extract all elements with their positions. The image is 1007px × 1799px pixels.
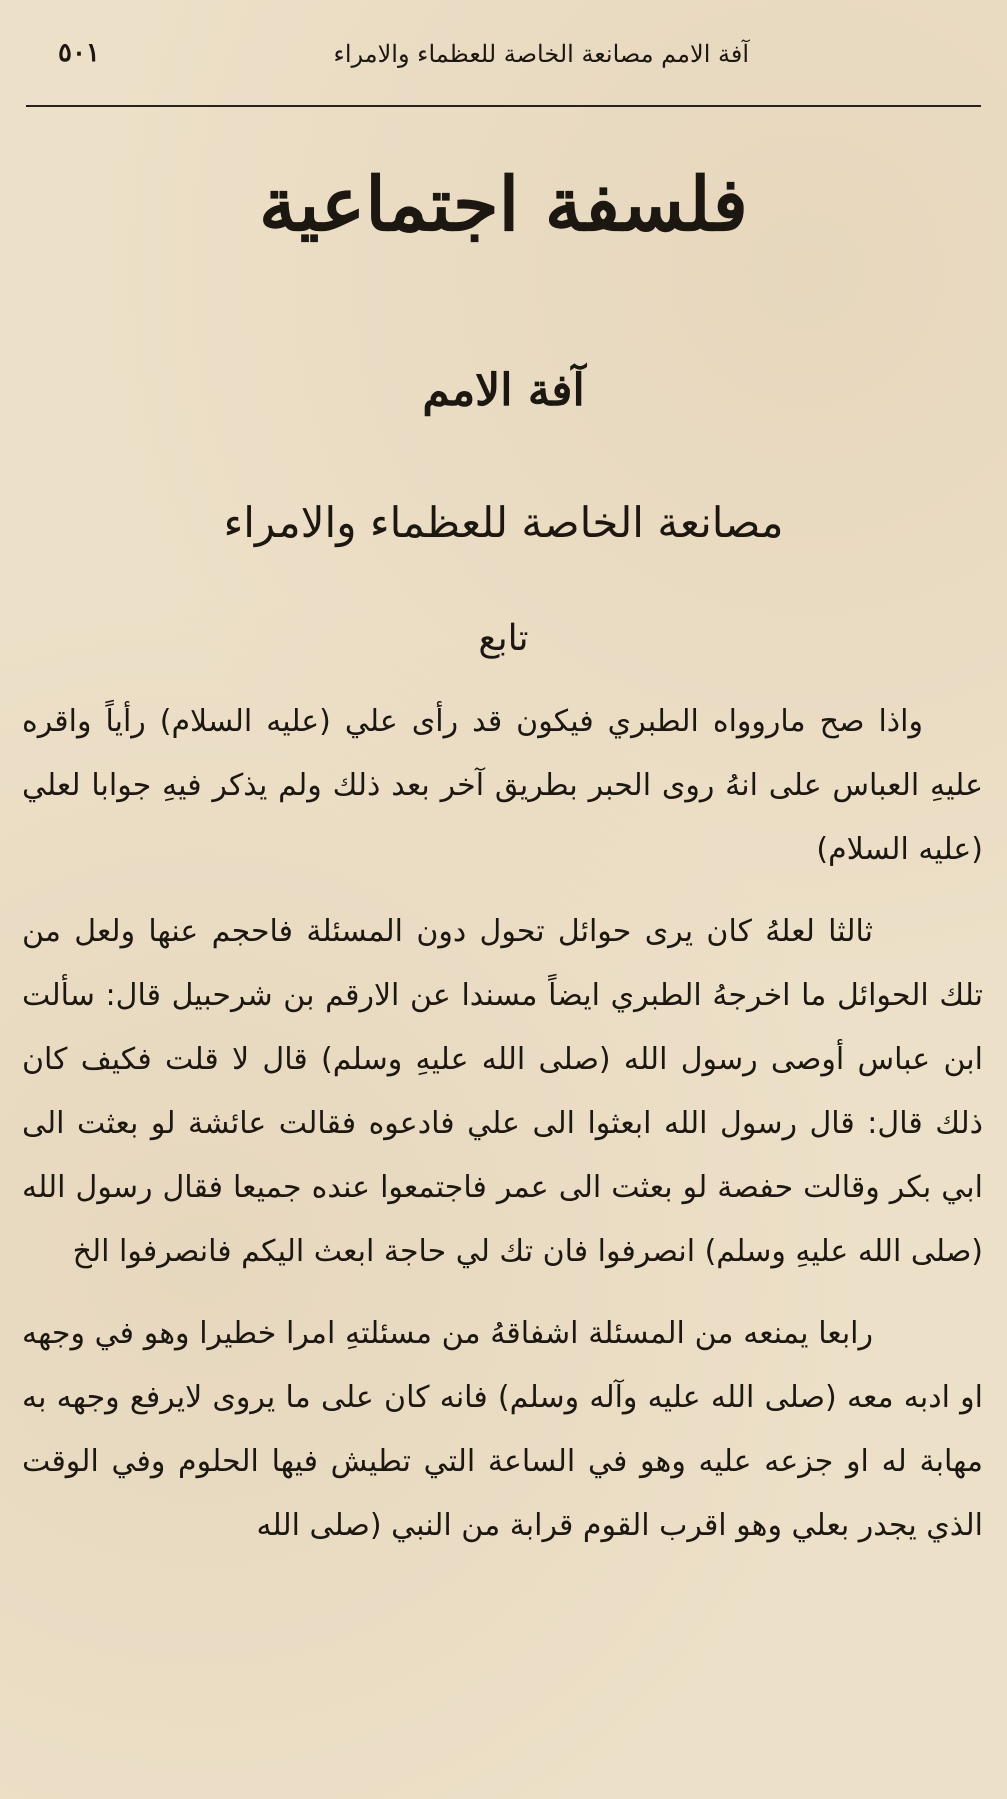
running-title: آفة الامم مصانعة الخاصة للعظماء والامراء xyxy=(333,40,749,68)
continued-label: تابع xyxy=(478,618,529,659)
article-subheading: مصانعة الخاصة للعظماء والامراء xyxy=(223,498,784,547)
paragraph-2: ثالثا لعلهُ كان يرى حوائل تحول دون المسئلة فاحجم عنها ولعل من تلك الحوائل ما اخرجهُ الطبري ايضاً مسندا عن الارقم بن شرحبيل قال: سألت ابن عباس أوصى رسول الله (صلى الله عليهِ وسلم) قال لا قلت فكيف كان ذلك قال: قال رسول الله ابعثوا الى علي فادعوه فقالت عائشة لو بعثت الى ابي بكر وقالت حفصة لو بعثت الى عمر فاجتمعوا عنده جميعا فقال رسول الله (صلى الله عليهِ وسلم) انصرفوا فان تك لي حاجة ابعث اليكم فانصرفوا الخ xyxy=(22,914,983,1269)
header-rule xyxy=(26,105,981,107)
page-number: ٥٠١ xyxy=(58,38,100,68)
article-title: آفة الامم xyxy=(422,365,585,416)
section-title: فلسفة اجتماعية xyxy=(259,162,748,248)
paragraph-3: رابعا يمنعه من المسئلة اشفاقهُ من مسئلتهِ امرا خطيرا وهو في وجهه او ادبه معه (صلى الله عليه وآله وسلم) فانه كان على ما يروى لايرفع وجهه به مهابة له او جزعه عليه وهو في الساعة التي تطيش فيها الحلوم وفي الوقت الذي يجدر بعلي وهو اقرب القوم قرابة من النبي (صلى الله xyxy=(22,1316,983,1543)
article-body xyxy=(22,690,983,1576)
paragraph-1: واذا صح ماروواه الطبري فيكون قد رأى علي (عليه السلام) رأياً واقره عليهِ العباس على انهُ روى الحبر بطريق آخر بعد ذلك ولم يذكر فيهِ جوابا لعلي (عليه السلام) xyxy=(22,704,983,867)
running-header xyxy=(48,34,959,84)
